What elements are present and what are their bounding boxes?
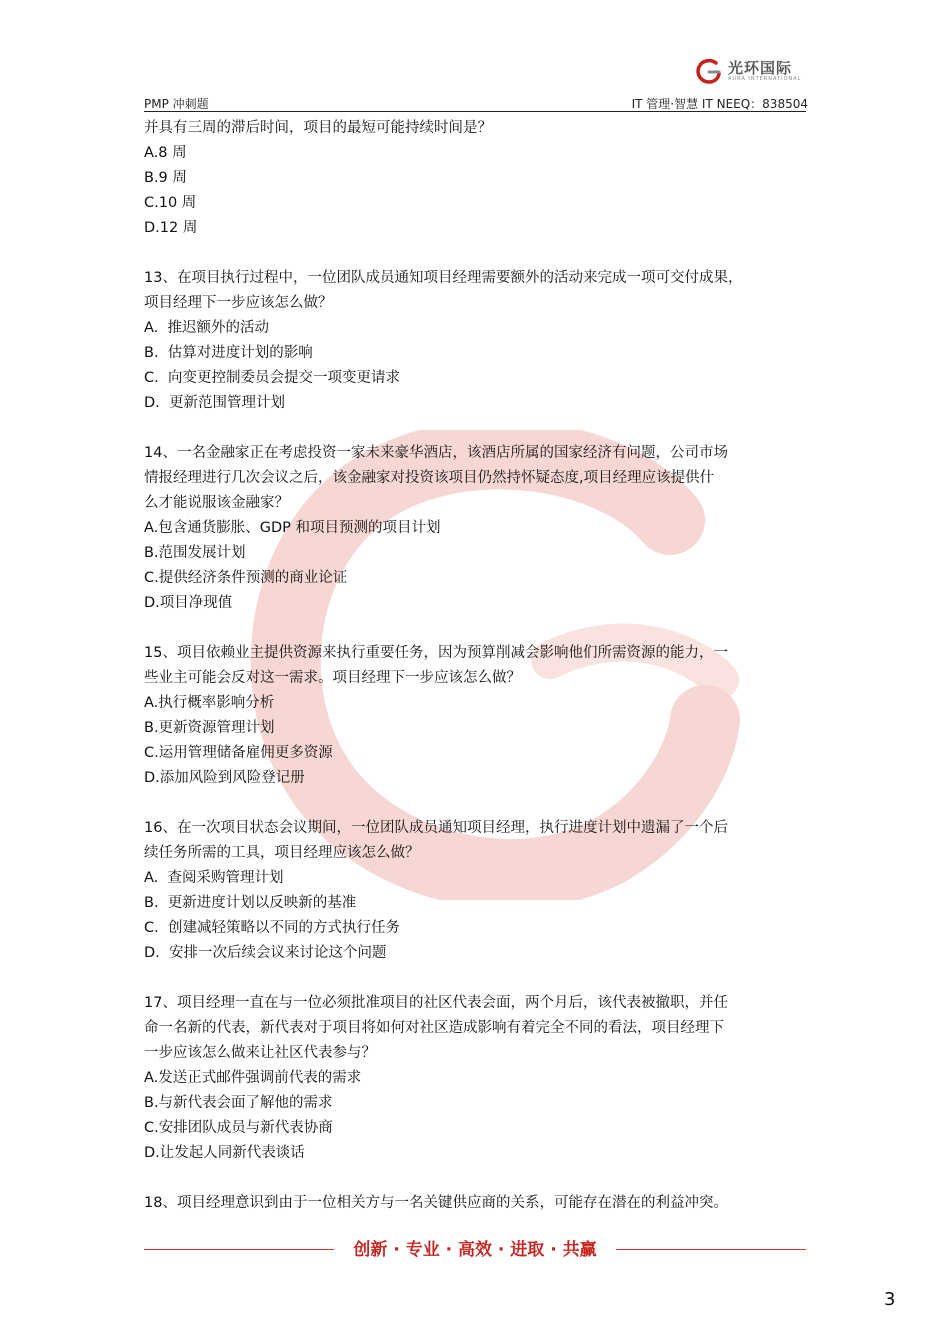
text-line: A. 推迟额外的活动	[144, 320, 269, 336]
paragraph-gap	[144, 966, 808, 991]
text-line: D. 安排一次后续会议来讨论这个问题	[144, 945, 387, 961]
text-line: 些业主可能会反对这一需求。项目经理下一步应该怎么做？	[144, 670, 521, 686]
text-line: A.执行概率影响分析	[144, 695, 275, 711]
text-line: A. 查阅采购管理计划	[144, 870, 284, 886]
text-line: 项目经理下一步应该怎么做？	[144, 295, 333, 311]
text-line: D.让发起人同新代表谈话	[144, 1145, 305, 1161]
paragraph-gap	[144, 791, 808, 816]
text-line: B. 估算对进度计划的影响	[144, 345, 313, 361]
text-line: C.10 周	[144, 195, 197, 211]
text-line: B.范围发展计划	[144, 545, 246, 561]
footer	[144, 1238, 806, 1262]
text-line: 么才能说服该金融家？	[144, 495, 289, 511]
text-line: 17、项目经理一直在与一位必须批准项目的社区代表会面，两个月后，该代表被撤职，并任	[144, 995, 728, 1011]
text-line: 情报经理进行几次会议之后，该金融家对投资该项目仍然持怀疑态度,项目经理应该提供什	[144, 470, 715, 486]
text-line: 13、在项目执行过程中，一位团队成员通知项目经理需要额外的活动来完成一项可交付成果，	[144, 270, 743, 286]
paragraph-gap	[144, 416, 808, 441]
text-line: 命一名新的代表，新代表对于项目将如何对社区造成影响有着完全不同的看法，项目经理下	[144, 1020, 724, 1036]
text-line: D.12 周	[144, 220, 198, 236]
paragraph-gap	[144, 616, 808, 641]
footer-rule-right	[616, 1249, 806, 1250]
text-line: 并具有三周的滞后时间，项目的最短可能持续时间是？	[144, 120, 492, 136]
page-number: 3	[884, 1289, 896, 1310]
header-title: PMP 冲刺题	[144, 97, 209, 111]
text-line: B. 更新进度计划以反映新的基准	[144, 895, 357, 911]
text-line: 15、项目依赖业主提供资源来执行重要任务，因为预算削减会影响他们所需资源的能力，一	[144, 645, 728, 661]
brand-logo-icon	[696, 58, 722, 84]
header-divider	[144, 111, 806, 112]
text-line: C.提供经济条件预测的商业论证	[144, 570, 348, 586]
text-line: 续任务所需的工具，项目经理应该怎么做？	[144, 845, 420, 861]
text-line: 18、项目经理意识到由于一位相关方与一名关键供应商的关系，可能存在潜在的利益冲突。	[144, 1195, 728, 1211]
text-line: 14、一名金融家正在考虑投资一家未来豪华酒店，该酒店所属的国家经济有问题，公司市场	[144, 445, 728, 461]
text-line: C.运用管理储备雇佣更多资源	[144, 745, 333, 761]
text-line: C. 创建减轻策略以不同的方式执行任务	[144, 920, 400, 936]
text-line: B.更新资源管理计划	[144, 720, 275, 736]
text-line: 一步应该怎么做来让社区代表参与？	[144, 1045, 376, 1061]
text-line: B.与新代表会面了解他的需求	[144, 1095, 333, 1111]
text-line: D.项目净现值	[144, 595, 233, 611]
brand-name-en: AURA INTERNATIONAL	[728, 75, 802, 82]
text-line: D.添加风险到风险登记册	[144, 770, 305, 786]
text-line: A.8 周	[144, 145, 187, 161]
paragraph-gap	[144, 1166, 808, 1191]
text-line: D. 更新范围管理计划	[144, 395, 285, 411]
header-meta: IT 管理·智慧 IT NEEQ：838504	[631, 97, 808, 111]
text-line: C. 向变更控制委员会提交一项变更请求	[144, 370, 400, 386]
footer-slogan: 创新 · 专业 · 高效 · 进取 · 共赢	[353, 1240, 597, 1260]
text-line: A.发送正式邮件强调前代表的需求	[144, 1070, 362, 1086]
text-line: B.9 周	[144, 170, 187, 186]
paragraph-gap	[144, 241, 808, 266]
brand-logo	[696, 58, 801, 84]
text-line: 16、在一次项目状态会议期间，一位团队成员通知项目经理，执行进度计划中遗漏了一个后	[144, 820, 728, 836]
text-line: C.安排团队成员与新代表协商	[144, 1120, 333, 1136]
text-line: A.包含通货膨胀、GDP 和项目预测的项目计划	[144, 520, 441, 536]
question-content	[144, 116, 808, 1216]
brand-name-cn: 光环国际	[728, 58, 793, 77]
